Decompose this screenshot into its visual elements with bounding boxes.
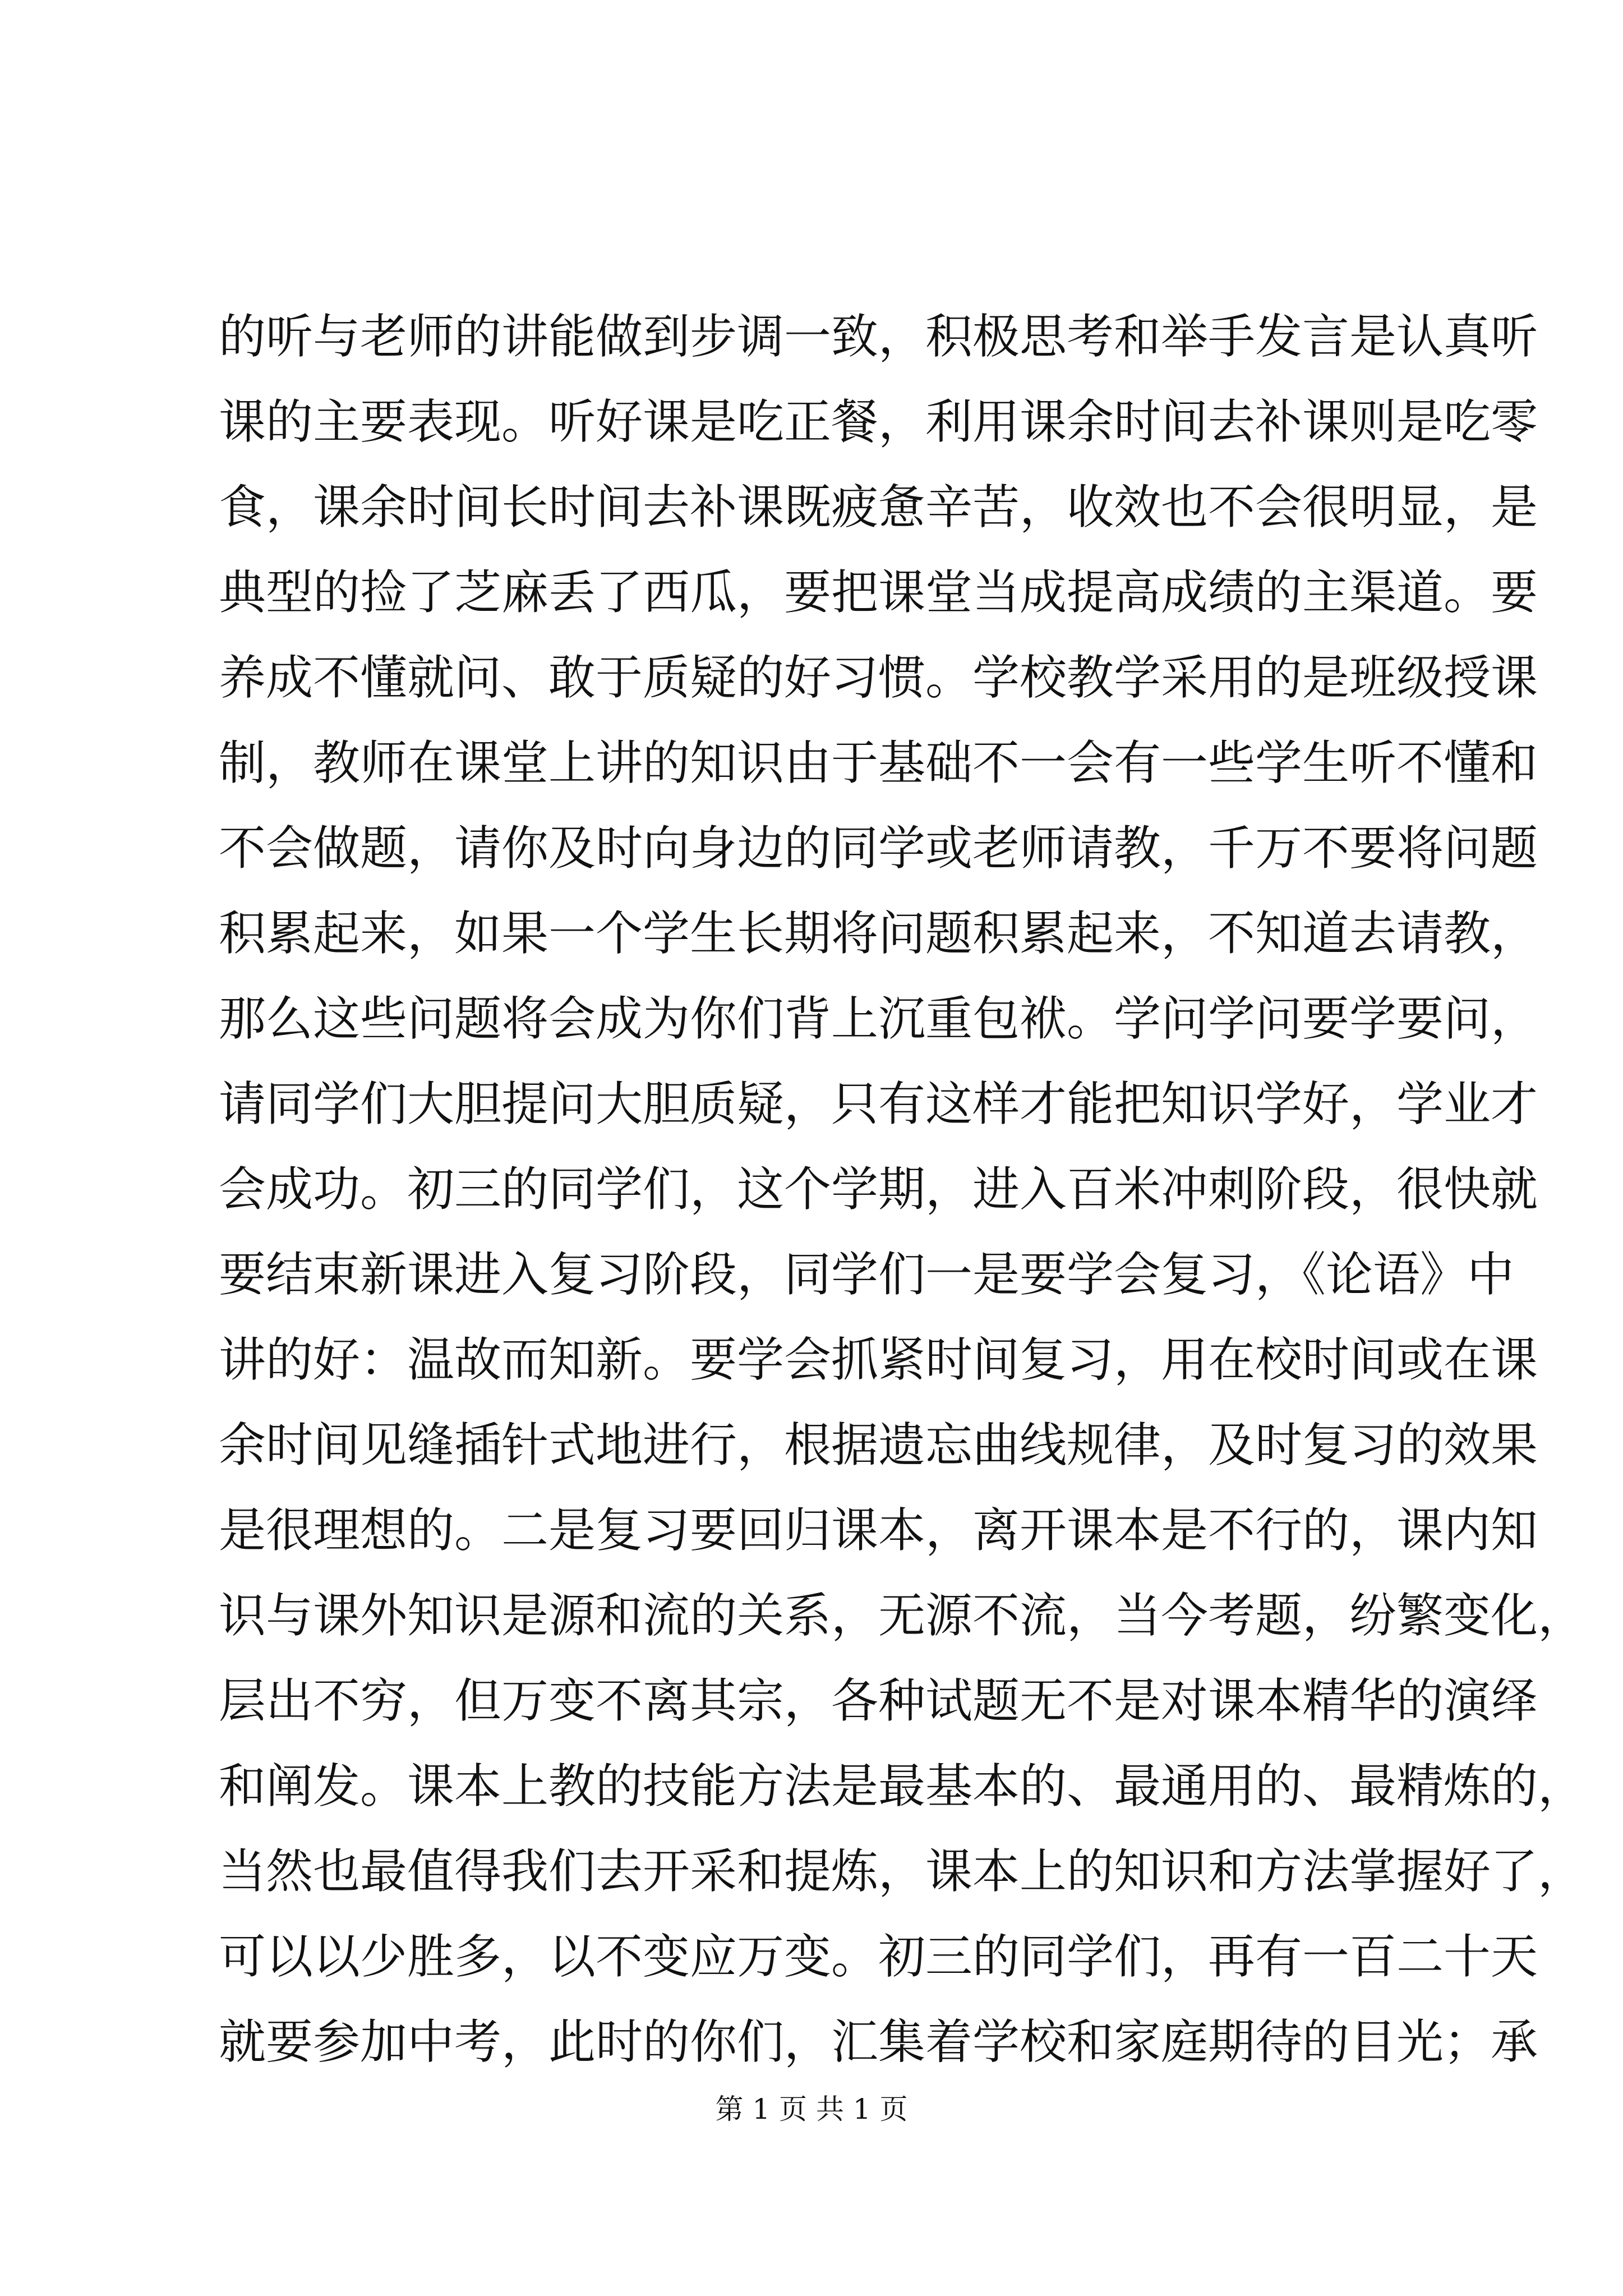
text-line: 可以以少胜多，以不变应万变。初三的同学们，再有一百二十天 <box>219 1929 1538 1984</box>
text-line: 那么这些问题将会成为你们背上沉重包袱。学问学问要学要问， <box>219 991 1538 1046</box>
text-line: 不会做题，请你及时向身边的同学或老师请教，千万不要将问题 <box>219 821 1538 876</box>
text-line: 层出不穷，但万变不离其宗，各种试题无不是对课本精华的演绎 <box>219 1673 1538 1728</box>
text-line: 就要参加中考，此时的你们，汇集着学校和家庭期待的目光；承 <box>219 2014 1538 2069</box>
text-line: 会成功。初三的同学们，这个学期，进入百米冲刺阶段，很快就 <box>219 1162 1538 1217</box>
page-number-footer: 第 1 页 共 1 页 <box>715 2093 908 2125</box>
text-line: 和阐发。课本上教的技能方法是最基本的、最通用的、最精炼的， <box>219 1759 1585 1814</box>
text-line: 的听与老师的讲能做到步调一致，积极思考和举手发言是认真听 <box>219 309 1538 364</box>
text-line: 当然也最值得我们去开采和提炼，课本上的知识和方法掌握好了， <box>219 1844 1585 1899</box>
text-line: 积累起来，如果一个学生长期将问题积累起来，不知道去请教， <box>219 906 1538 961</box>
text-line: 养成不懂就问、敢于质疑的好习惯。学校教学采用的是班级授课 <box>219 650 1538 705</box>
text-line: 是很理想的。二是复习要回归课本，离开课本是不行的，课内知 <box>219 1503 1538 1558</box>
text-line: 食，课余时间长时间去补课既疲惫辛苦，收效也不会很明显，是 <box>219 480 1538 535</box>
body-text <box>219 294 1585 2085</box>
text-line: 余时间见缝插针式地进行，根据遗忘曲线规律，及时复习的效果 <box>219 1418 1538 1473</box>
text-line: 讲的好：温故而知新。要学会抓紧时间复习，用在校时间或在课 <box>219 1332 1538 1387</box>
text-line: 典型的捡了芝麻丢了西瓜，要把课堂当成提高成绩的主渠道。要 <box>219 565 1538 620</box>
text-line: 制，教师在课堂上讲的知识由于基础不一会有一些学生听不懂和 <box>219 735 1538 790</box>
text-line: 请同学们大胆提问大胆质疑，只有这样才能把知识学好，学业才 <box>219 1076 1538 1131</box>
text-line: 识与课外知识是源和流的关系，无源不流，当今考题，纷繁变化， <box>219 1588 1585 1643</box>
text-line: 课的主要表现。听好课是吃正餐，利用课余时间去补课则是吃零 <box>219 394 1538 449</box>
text-line: 要结束新课进入复习阶段，同学们一是要学会复习，《论语》中 <box>219 1247 1515 1302</box>
